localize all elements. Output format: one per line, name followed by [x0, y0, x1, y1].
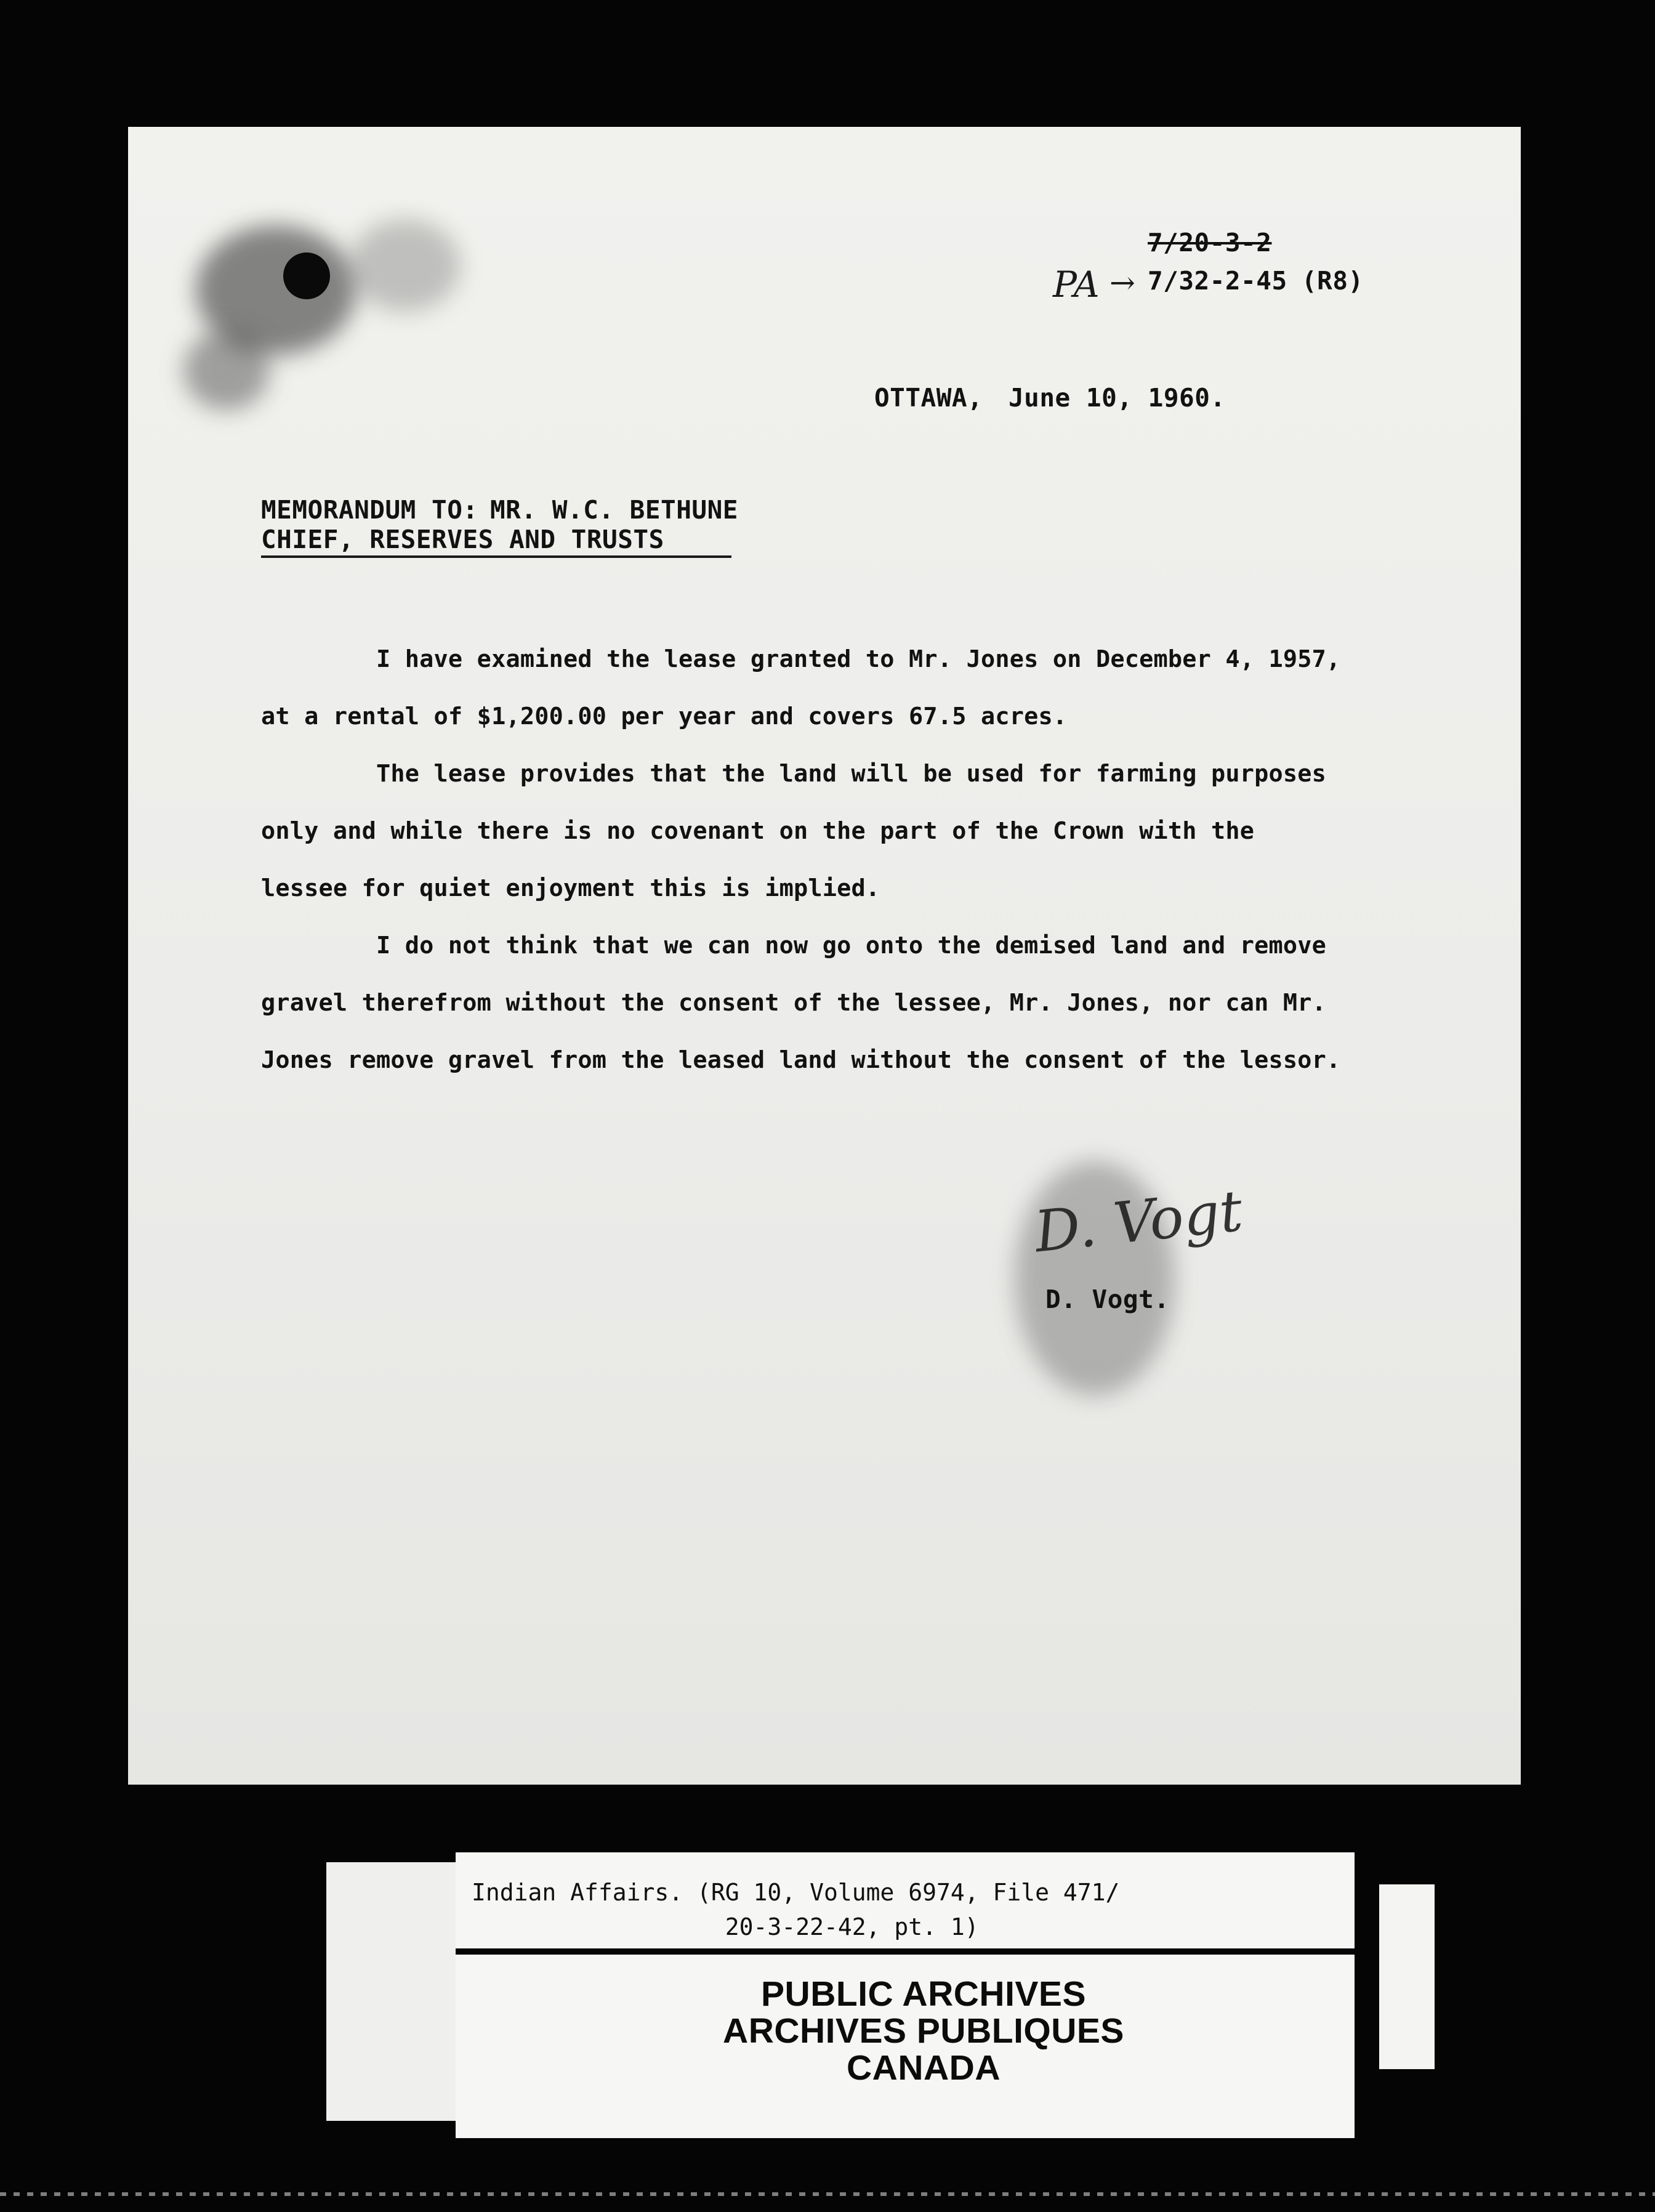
struck-file-number: 7/20-3-2: [1148, 228, 1272, 257]
title-underline: [261, 555, 731, 558]
body-line: gravel therefrom without the consent of the lessee, Mr. Jones, nor can Mr.: [261, 989, 1327, 1017]
date: June 10, 1960.: [1009, 383, 1226, 413]
file-number-suffix: (R8): [1302, 266, 1364, 296]
body-line: only and while there is no covenant on the part of the Crown with the: [261, 817, 1255, 845]
place: OTTAWA,: [874, 383, 983, 413]
label-tab: [1379, 1884, 1435, 2069]
typed-signature-name: D. Vogt.: [1045, 1285, 1170, 1314]
handwritten-arrow: →: [1109, 265, 1135, 301]
ink-smudge: [350, 219, 461, 312]
body-line: The lease provides that the land will be used for farming purposes: [261, 760, 1327, 788]
label-divider: [456, 1948, 1355, 1955]
body-line: I do not think that we can now go onto the demised land and remove: [261, 932, 1327, 959]
archive-citation-line2: 20-3-22-42, pt. 1): [472, 1913, 979, 1940]
memo-recipient: MR. W.C. BETHUNE: [490, 495, 738, 525]
file-number: 7/32-2-45: [1148, 266, 1287, 296]
stamp-line-french: ARCHIVES PUBLIQUES: [723, 2011, 1124, 2051]
handwritten-signature: D. Vogt: [1031, 1177, 1246, 1265]
archive-citation-line1: Indian Affairs. (RG 10, Volume 6974, File 471/: [472, 1879, 1120, 1906]
memo-body: [261, 631, 1345, 1089]
stamp-line-english: PUBLIC ARCHIVES: [761, 1974, 1086, 2014]
body-line: at a rental of $1,200.00 per year and covers 67.5 acres.: [261, 703, 1068, 730]
body-line: lessee for quiet enjoyment this is implied.: [261, 874, 880, 902]
body-line: Jones remove gravel from the leased land without the consent of the lessor.: [261, 1046, 1341, 1074]
punch-hole: [283, 252, 330, 299]
memo-recipient-title: CHIEF, RESERVES AND TRUSTS: [261, 525, 664, 554]
film-edge: [0, 2192, 1655, 2196]
handwritten-initials: PA: [1053, 264, 1100, 305]
public-archives-stamp: [640, 1976, 1207, 2086]
stamp-line-country: CANADA: [847, 2048, 1001, 2088]
body-line: I have examined the lease granted to Mr. Jones on December 4, 1957,: [261, 645, 1341, 673]
ink-smudge: [183, 330, 270, 410]
memo-to-label: MEMORANDUM TO:: [261, 495, 478, 525]
